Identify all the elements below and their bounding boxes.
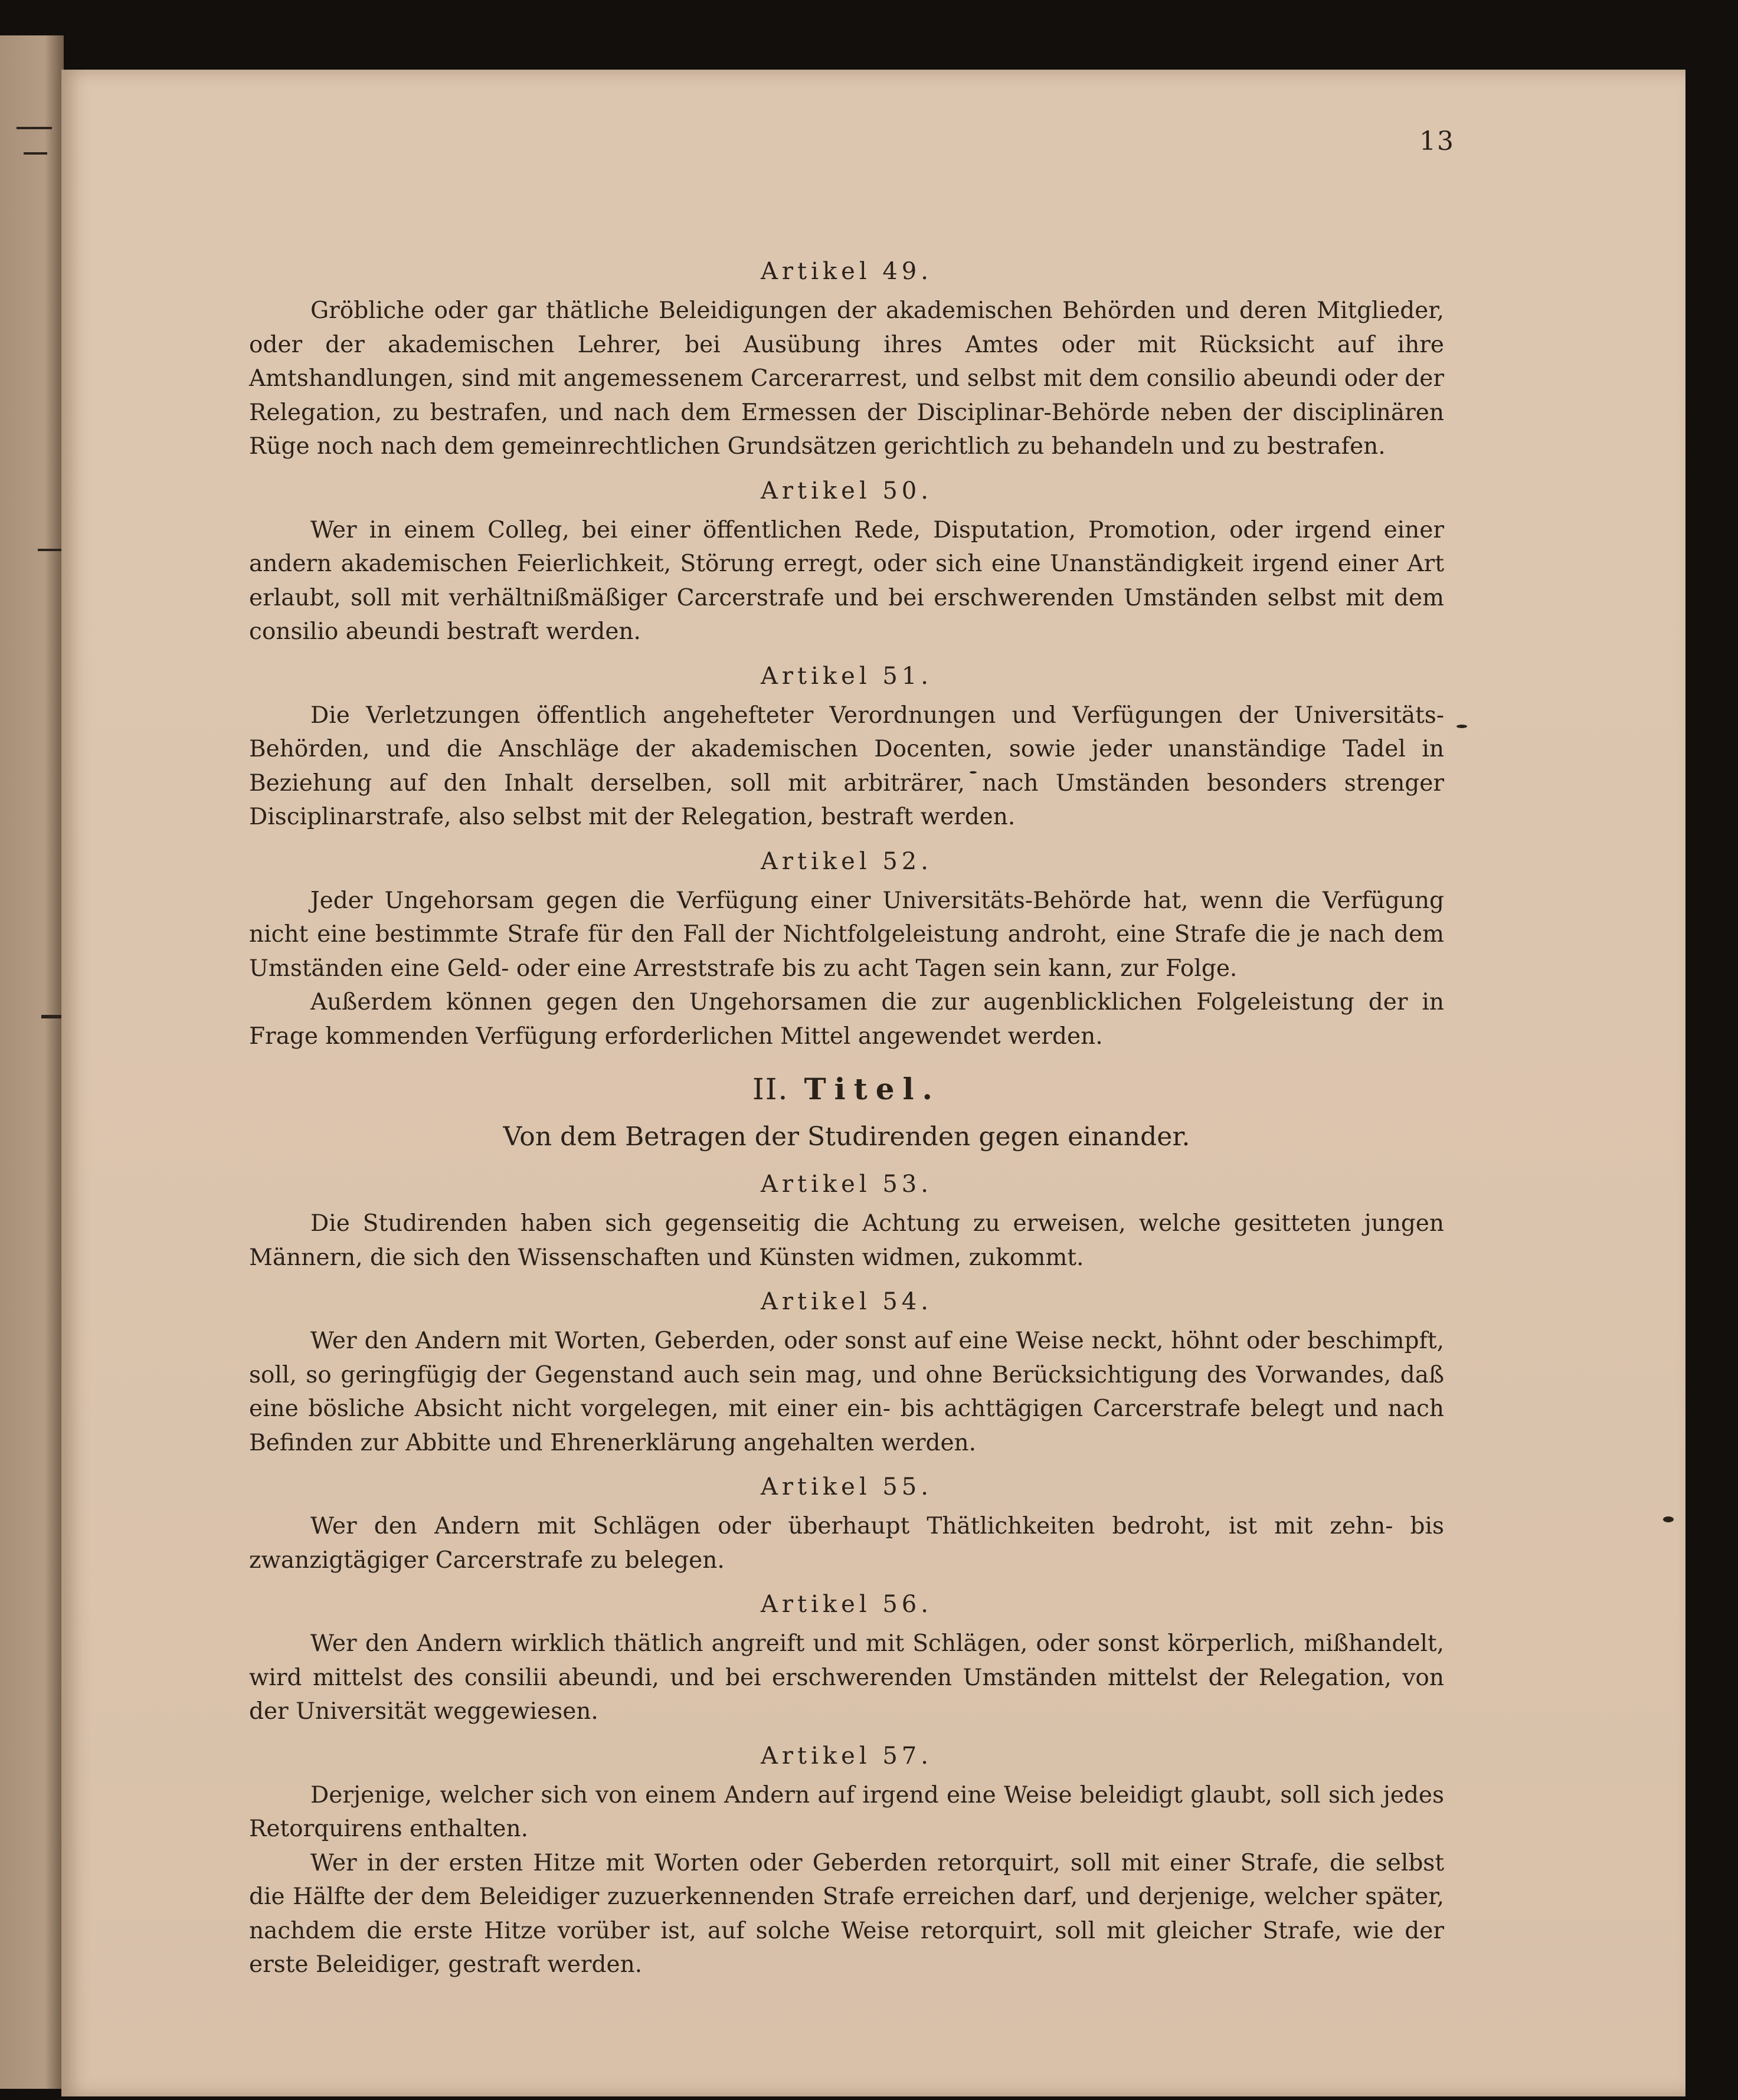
article-51 <box>249 658 1444 834</box>
article-54 <box>249 1284 1444 1460</box>
article-paragraph: Die Studirenden haben sich gegenseitig die Achtung zu erweisen, welche gesitteten jungen Männern, die sich den Wissenschaften und Künsten widmen, zukommt. <box>249 1210 1444 1271</box>
article-heading: Artikel 52. <box>761 847 932 875</box>
article-heading: Artikel 54. <box>761 1288 932 1315</box>
title-roman-numeral: II. <box>752 1072 789 1106</box>
article-paragraph: Wer den Andern mit Worten, Geberden, oder sonst auf eine Weise neckt, höhnt oder beschimpft, soll, so geringfügig der Gegenstand auch sein mag, und ohne Berücksichtigung des Vorwandes, daß eine bösliche Absicht nicht vorgelegen, mit einer ein- bis achttägigen Carcerstrafe belegt und nach Befinden zur Abbitte und Ehrenerklärung angehalten werden. <box>249 1328 1444 1456</box>
page-number: 13 <box>1419 126 1455 156</box>
title-subtitle: Von dem Betragen der Studirenden gegen einander. <box>503 1122 1190 1152</box>
article-55 <box>249 1469 1444 1577</box>
article-paragraph: Jeder Ungehorsam gegen die Verfügung einer Universitäts-Behörde hat, wenn die Verfügung nicht eine bestimmte Strafe für den Fall der Nichtfolgeleistung androht, eine Strafe die je nach dem Umständen eine Geld- oder eine Arreststrafe bis zu acht Tagen sein kann, zur Folge. <box>249 887 1444 982</box>
article-49 <box>249 254 1444 464</box>
article-paragraph: Wer den Andern wirklich thätlich angreift und mit Schlägen, oder sonst körperlich, mißhandelt, wird mittelst des consilii abeundi, und bei erschwerenden Umständen mittelst der Relegation, von der Universität weggewiesen. <box>249 1630 1444 1725</box>
article-paragraph: Derjenige, welcher sich von einem Andern auf irgend eine Weise beleidigt glaubt, soll sich jedes Retorquirens enthalten. <box>249 1781 1444 1842</box>
article-heading: Artikel 49. <box>761 258 932 285</box>
article-heading: Artikel 56. <box>761 1591 932 1618</box>
article-53 <box>249 1167 1444 1275</box>
article-heading: Artikel 50. <box>761 477 932 504</box>
article-heading: Artikel 55. <box>761 1473 932 1501</box>
paper-speck <box>1456 725 1467 728</box>
article-56 <box>249 1587 1444 1729</box>
article-heading: Artikel 51. <box>761 662 932 690</box>
article-paragraph: Wer in einem Colleg, bei einer öffentlichen Rede, Disputation, Promotion, oder irgend einer andern akademischen Feierlichkeit, Störung erregt, oder sich eine Unanständigkeit irgend einer Art erlaubt, soll mit verhältnißmäßiger Carcerstrafe und bei erschwerenden Umständen selbst mit dem consilio abeundi bestraft werden. <box>249 516 1444 645</box>
paper-speck <box>1663 1516 1674 1522</box>
title-heading <box>249 1069 1444 1110</box>
article-paragraph: Wer in der ersten Hitze mit Worten oder Geberden retorquirt, soll mit einer Strafe, die selbst die Hälfte der dem Beleidiger zuzuerkennenden Strafe erreichen darf, und derjenige, welcher später, nachdem die erste Hitze vorüber ist, auf solche Weise retorquirt, soll mit gleicher Strafe, wie der erste Beleidiger, gestraft werden. <box>249 1849 1444 1978</box>
article-paragraph: Gröbliche oder gar thätliche Beleidigungen der akademischen Behörden und deren Mitglieder, oder der akademischen Lehrer, bei Ausübung ihres Amtes oder mit Rücksicht auf ihre Amtshandlungen, sind mit angemessenem Carcerarrest, und selbst mit dem consilio abeundi oder der Relegation, zu bestrafen, und nach dem Ermessen der Disciplinar-Behörde neben der disciplinären Rüge noch nach dem gemeinrechtlichen Grundsätzen gerichtlich zu behandeln und zu bestrafen. <box>249 297 1444 460</box>
facing-page-edge <box>0 35 64 2089</box>
article-heading: Artikel 53. <box>761 1171 932 1198</box>
article-50 <box>249 473 1444 649</box>
article-57 <box>249 1738 1444 1982</box>
title-label: Titel. <box>804 1072 941 1106</box>
article-52 <box>249 844 1444 1054</box>
document-body <box>249 254 1444 1991</box>
article-paragraph: Wer den Andern mit Schlägen oder überhaupt Thätlichkeiten bedroht, ist mit zehn- bis zwanzigtägiger Carcerstrafe zu belegen. <box>249 1513 1444 1574</box>
article-paragraph: Die Verletzungen öffentlich angehefteter Verordnungen und Verfügungen der Universitäts-Behörden, und die Anschläge der akademischen Docenten, sowie jeder unanständige Tadel in Beziehung auf den Inhalt derselben, soll mit arbiträrer, nach Umständen besonders strenger Disciplinarstrafe, also selbst mit der Relegation, bestraft werden. <box>249 702 1444 830</box>
article-paragraph: Außerdem können gegen den Ungehorsamen die zur augenblicklichen Folgeleistung der in Frage kommenden Verfügung erforderlichen Mittel angewendet werden. <box>249 989 1444 1050</box>
article-heading: Artikel 57. <box>761 1742 932 1770</box>
